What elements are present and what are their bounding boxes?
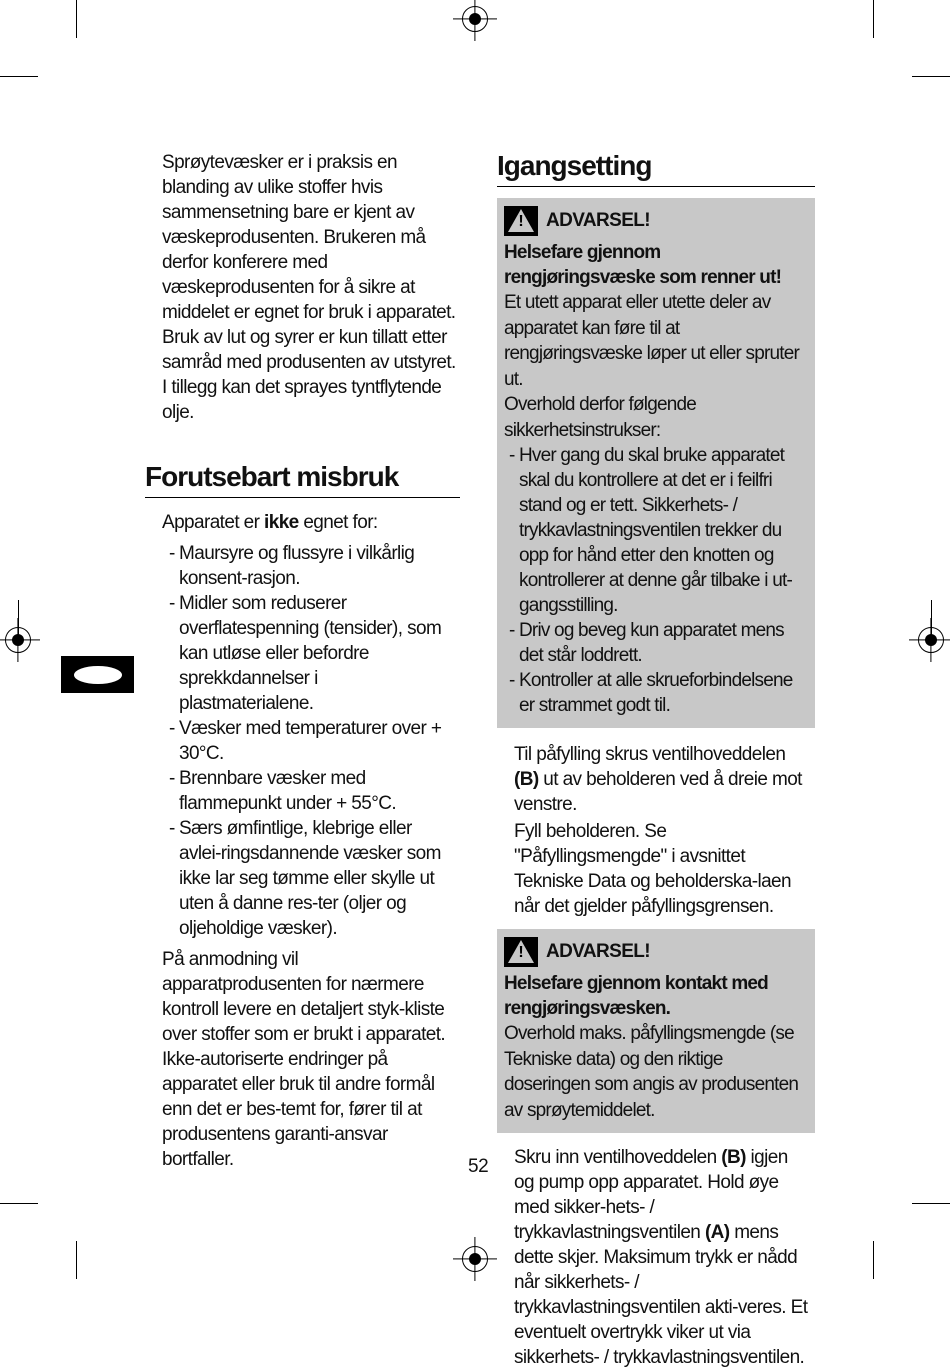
unauthorized-paragraph: Ikke-autoriserte endringer på apparatet eller bruk til andre formål enn det er bes-temt for, fører til at produsentens garanti-ansvar bortfaller. (162, 1049, 435, 1170)
intro-paragraph: Sprøytevæsker er i praksis en blanding av ulike stoffer hvis sammensetning bare er kjent av væskeprodusenten. Brukeren må derfor konferere med væskeprodusenten for å sikre at middelet er egnet for bruk i apparatet. Bruk av lut og syrer er kun tillatt etter samråd med produsenten av utstyret. I tillegg kan det sprayes tyntflytende olje. (162, 152, 456, 423)
registration-mark-icon (918, 627, 944, 653)
list-item: - Maursyre og flussyre i vilkårlig konsent-rasjon. (164, 541, 454, 591)
misuse-lead-pre: Apparatet er (162, 512, 265, 533)
page-number: 52 (468, 1156, 489, 1177)
crop-mark (76, 0, 77, 38)
screw-text-mid: igjen og pump opp apparatet. Hold øye med sikker-hets- / trykkavlastningsventilen (514, 1147, 788, 1243)
misuse-lead-post: egnet for: (298, 512, 378, 533)
list-item: - Driv og beveg kun apparatet mens det står loddrett. (504, 618, 809, 668)
left-column (145, 150, 460, 1172)
fill-text-pre: Til påfylling skrus ventilhoveddelen (514, 744, 786, 765)
list-item: - Kontroller at alle skrueforbindelsene er strammet godt til. (504, 668, 809, 718)
screw-text-bold-b: (B) (721, 1147, 746, 1168)
crop-mark (873, 1241, 874, 1279)
crop-mark (0, 1203, 38, 1204)
registration-mark-icon (5, 627, 31, 653)
registration-mark-icon (462, 6, 488, 32)
fill-text-bold: (B) (514, 769, 539, 790)
safety-instructions-list (504, 443, 809, 718)
list-item: - Midler som reduserer overflatespenning (tensider), som kan utløse eller befordre sprekkdannelser i plastmaterialene. (164, 591, 454, 716)
crop-mark (912, 1203, 950, 1204)
screw-text-pre: Skru inn ventilhoveddelen (514, 1147, 722, 1168)
right-column (497, 150, 815, 1370)
warning-header (504, 206, 809, 236)
warning-subtitle: Helsefare gjennom kontakt med rengjøringsvæsken. (504, 973, 768, 1019)
crop-mark (0, 76, 38, 77)
list-item: - Væsker med temperaturer over + 30°C. (164, 716, 454, 766)
screw-text-post: mens dette skjer. Maksimum trykk er nådd når sikkerhets- / trykkavlastningsventilen akti-veres. Et eventuelt overtrykk viker ut via sikkerhets- / trykkavlastningsventilen. (514, 1222, 808, 1368)
list-item: - Særs ømfintlige, klebrige eller avlei-ringsdannende væsker som ikke lar seg tømme eller skylle ut uten å danne res-ter (oljer og oljeholdige væsker). (164, 816, 454, 941)
warning-subtitle: Helsefare gjennom rengjøringsvæske som renner ut! (504, 242, 782, 288)
language-tab-marker (61, 656, 134, 693)
screw-text-bold-a: (A) (704, 1222, 730, 1243)
misuse-lead-bold: ikke (264, 512, 299, 533)
request-paragraph: På anmodning vil apparatprodusenten for nærmere kontroll levere en detaljert styk-kliste over stoffer som er brukt i apparatet. (162, 949, 446, 1045)
misuse-lead (162, 510, 460, 535)
warning-triangle-icon: ! (504, 206, 538, 236)
warning-text: Overhold maks. påfyllingsmengde (se Tekniske data) og den riktige doseringen som angis av produsenten av sprøytemiddelet. (504, 1023, 799, 1121)
startup-heading: Igangsetting (497, 150, 815, 187)
warning-box-contact (497, 929, 815, 1133)
warning-triangle-icon: ! (504, 937, 538, 967)
fill-paragraph-2: Fyll beholderen. Se "Påfyllingsmengde" i avsnittet Tekniske Data og beholderska-laen når det gjelder påfyllingsgrensen. (514, 821, 791, 917)
list-item: - Brennbare væsker med flammepunkt under + 55°C. (164, 766, 454, 816)
fill-text-post: ut av beholderen ved å dreie mot venstre. (514, 769, 802, 815)
warning-label: ADVARSEL! (546, 210, 651, 231)
warning-label: ADVARSEL! (546, 941, 651, 962)
crop-mark (873, 0, 874, 38)
screw-paragraph (514, 1145, 812, 1370)
warning-lead: Overhold derfor følgende sikkerhetsinstrukser: (504, 394, 697, 441)
warning-header (504, 937, 809, 967)
misuse-list (164, 541, 454, 941)
warning-box-leak (497, 198, 815, 728)
fill-paragraph (514, 742, 810, 817)
warning-text: Et utett apparat eller utette deler av apparatet kan føre til at rengjøringsvæske løper ut eller spruter ut. (504, 292, 800, 390)
crop-mark (912, 76, 950, 77)
crop-mark (76, 1241, 77, 1279)
registration-mark-icon (462, 1246, 488, 1272)
misuse-heading: Forutsebart misbruk (145, 461, 460, 498)
list-item: - Hver gang du skal bruke apparatet skal du kontrollere at det er i feilfri stand og er tett. Sikkerhets- / trykkavlastningsventilen trekker du opp for hånd etter den knotten og kontrollerer at denne går tilbake i ut-gangsstilling. (504, 443, 809, 618)
